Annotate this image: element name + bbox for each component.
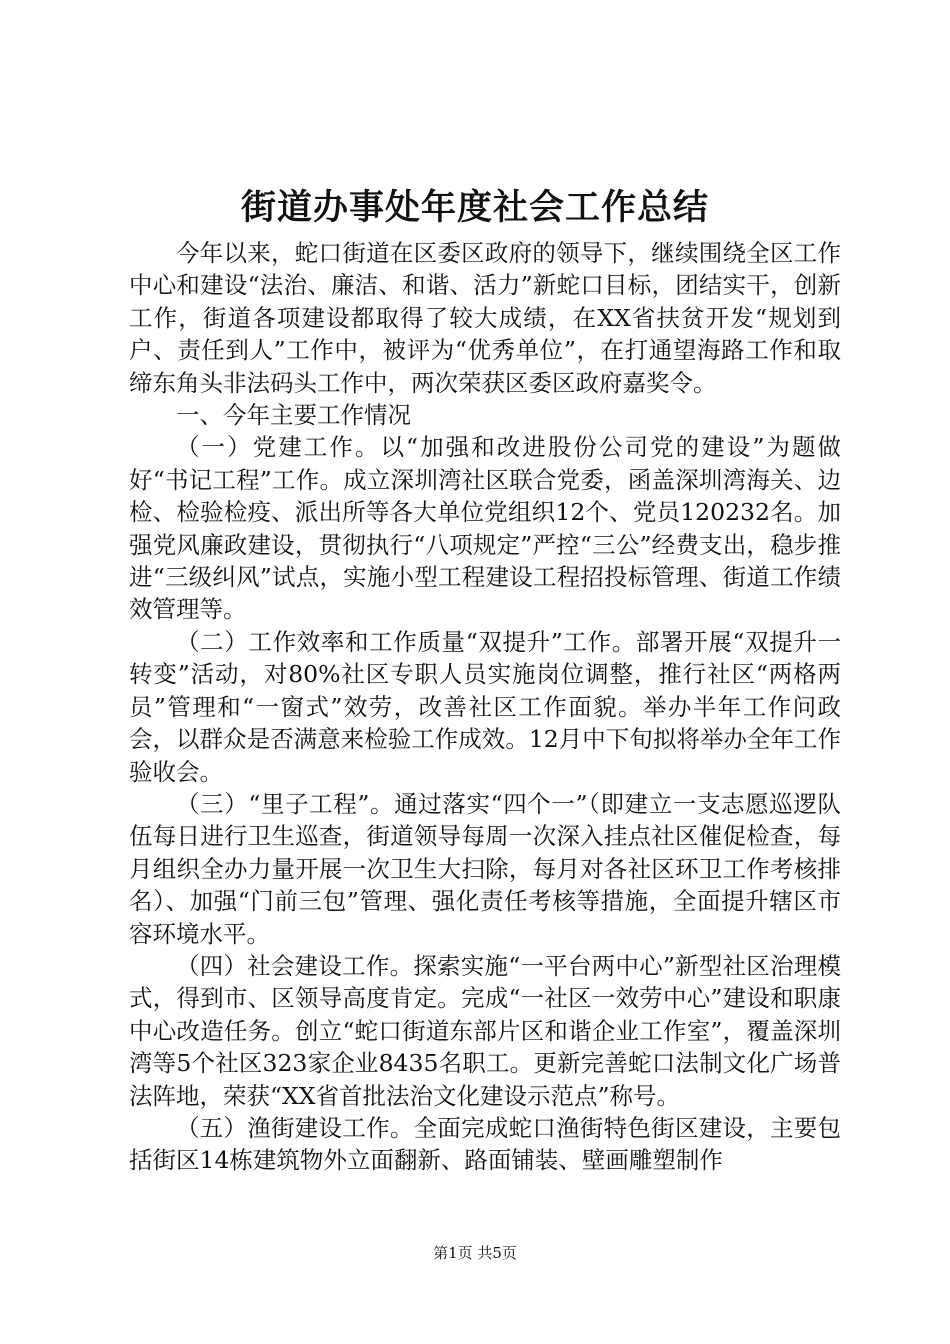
paragraph-party-building: （一）党建工作。以“加强和改进股份公司党的建设”为题做好“书记工程”工作。成立深圳湾社区联合党委，函盖深圳湾海关、边检、检验检疫、派出所等各大单位党组织12个、党员120232名。加强党风廉政建设，贯彻执行“八项规定”严控“三公”经费支出，稳步推进“三级纠风”试点，实施小型工程建设工程招投标管理、街道工作绩效管理等。 (129, 433, 841, 624)
paragraph-fishing-street: （五）渔街建设工作。全面完成蛇口渔街特色街区建设，主要包括街区14栋建筑物外立面翻新、路面铺装、壁画雕塑制作 (129, 1113, 841, 1175)
paragraph-efficiency: （二）工作效率和工作质量“双提升”工作。部署开展“双提升一转变”活动，对80%社区专职人员实施岗位调整，推行社区“两格两员”管理和“一窗式”效劳，改善社区工作面貌。举办半年工作问政会，以群众是否满意来检验工作成效。12月中下旬拟将举办全年工作验收会。 (129, 627, 841, 786)
document-title: 街道办事处年度社会工作总结 (240, 187, 709, 228)
page-number-footer: 第1页 共5页 (433, 1244, 517, 1262)
intro-paragraph: 今年以来，蛇口街道在区委区政府的领导下，继续围绕全区工作中心和建设“法治、廉洁、和谐、活力”新蛇口目标，团结实干，创新工作，街道各项建设都取得了较大成绩，在XX省扶贫开发“规划到户、责任到人”工作中，被评为“优秀单位”，在打通望海路工作和取缔东角头非法码头工作中，两次荣获区委区政府嘉奖令。 (129, 239, 841, 397)
section-heading: 一、今年主要工作情况 (176, 401, 411, 430)
document-body (129, 237, 841, 1177)
paragraph-social-construction: （四）社会建设工作。探索实施“一平台两中心”新型社区治理模式，得到市、区领导高度肯定。完成“一社区一效劳中心”建设和职康中心改造任务。创立“蛇口街道东部片区和谐企业工作室”，覆盖深圳湾等5个社区323家企业8435名职工。更新完善蛇口法制文化广场普法阵地，荣获“XX省首批法治文化建设示范点”称号。 (129, 951, 841, 1110)
paragraph-lizi-project: （三）“里子工程”。通过落实“四个一”（即建立一支志愿巡逻队伍每日进行卫生巡查，街道领导每周一次深入挂点社区催促检查，每月组织全办力量开展一次卫生大扫除，每月对各社区环卫工作考核排名）、加强“门前三包”管理、强化责任考核等措施，全面提升辖区市容环境水平。 (129, 789, 841, 948)
